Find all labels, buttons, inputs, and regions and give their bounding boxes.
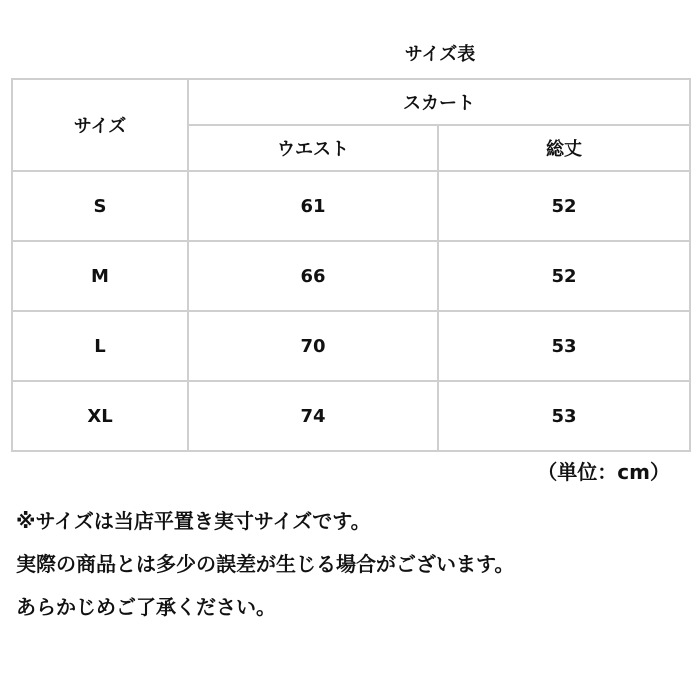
notes-block — [16, 500, 696, 629]
waist-cell: 61 — [188, 171, 438, 241]
waist-cell: 74 — [188, 381, 438, 451]
waist-cell: 66 — [188, 241, 438, 311]
length-column-header: 総丈 — [438, 125, 690, 171]
table-row — [12, 381, 690, 451]
length-cell: 53 — [438, 381, 690, 451]
size-cell: XL — [12, 381, 188, 451]
waist-column-header: ウエスト — [188, 125, 438, 171]
size-column-header: サイズ — [12, 79, 188, 171]
header-row-group — [12, 79, 690, 125]
table-row — [12, 241, 690, 311]
length-cell: 53 — [438, 311, 690, 381]
table-row — [12, 311, 690, 381]
note-line: 実際の商品とは多少の誤差が生じる場合がございます。 — [16, 552, 515, 576]
table-title: サイズ表 — [404, 44, 476, 65]
table-row — [12, 171, 690, 241]
waist-cell: 70 — [188, 311, 438, 381]
unit-note: （単位：cm） — [537, 460, 670, 484]
length-cell: 52 — [438, 241, 690, 311]
note-line: あらかじめご了承ください。 — [16, 595, 276, 619]
skirt-group-header: スカート — [188, 79, 690, 125]
size-table — [11, 78, 691, 452]
size-cell: M — [12, 241, 188, 311]
size-cell: S — [12, 171, 188, 241]
note-line: ※サイズは当店平置き実寸サイズです。 — [16, 509, 371, 533]
length-cell: 52 — [438, 171, 690, 241]
size-cell: L — [12, 311, 188, 381]
